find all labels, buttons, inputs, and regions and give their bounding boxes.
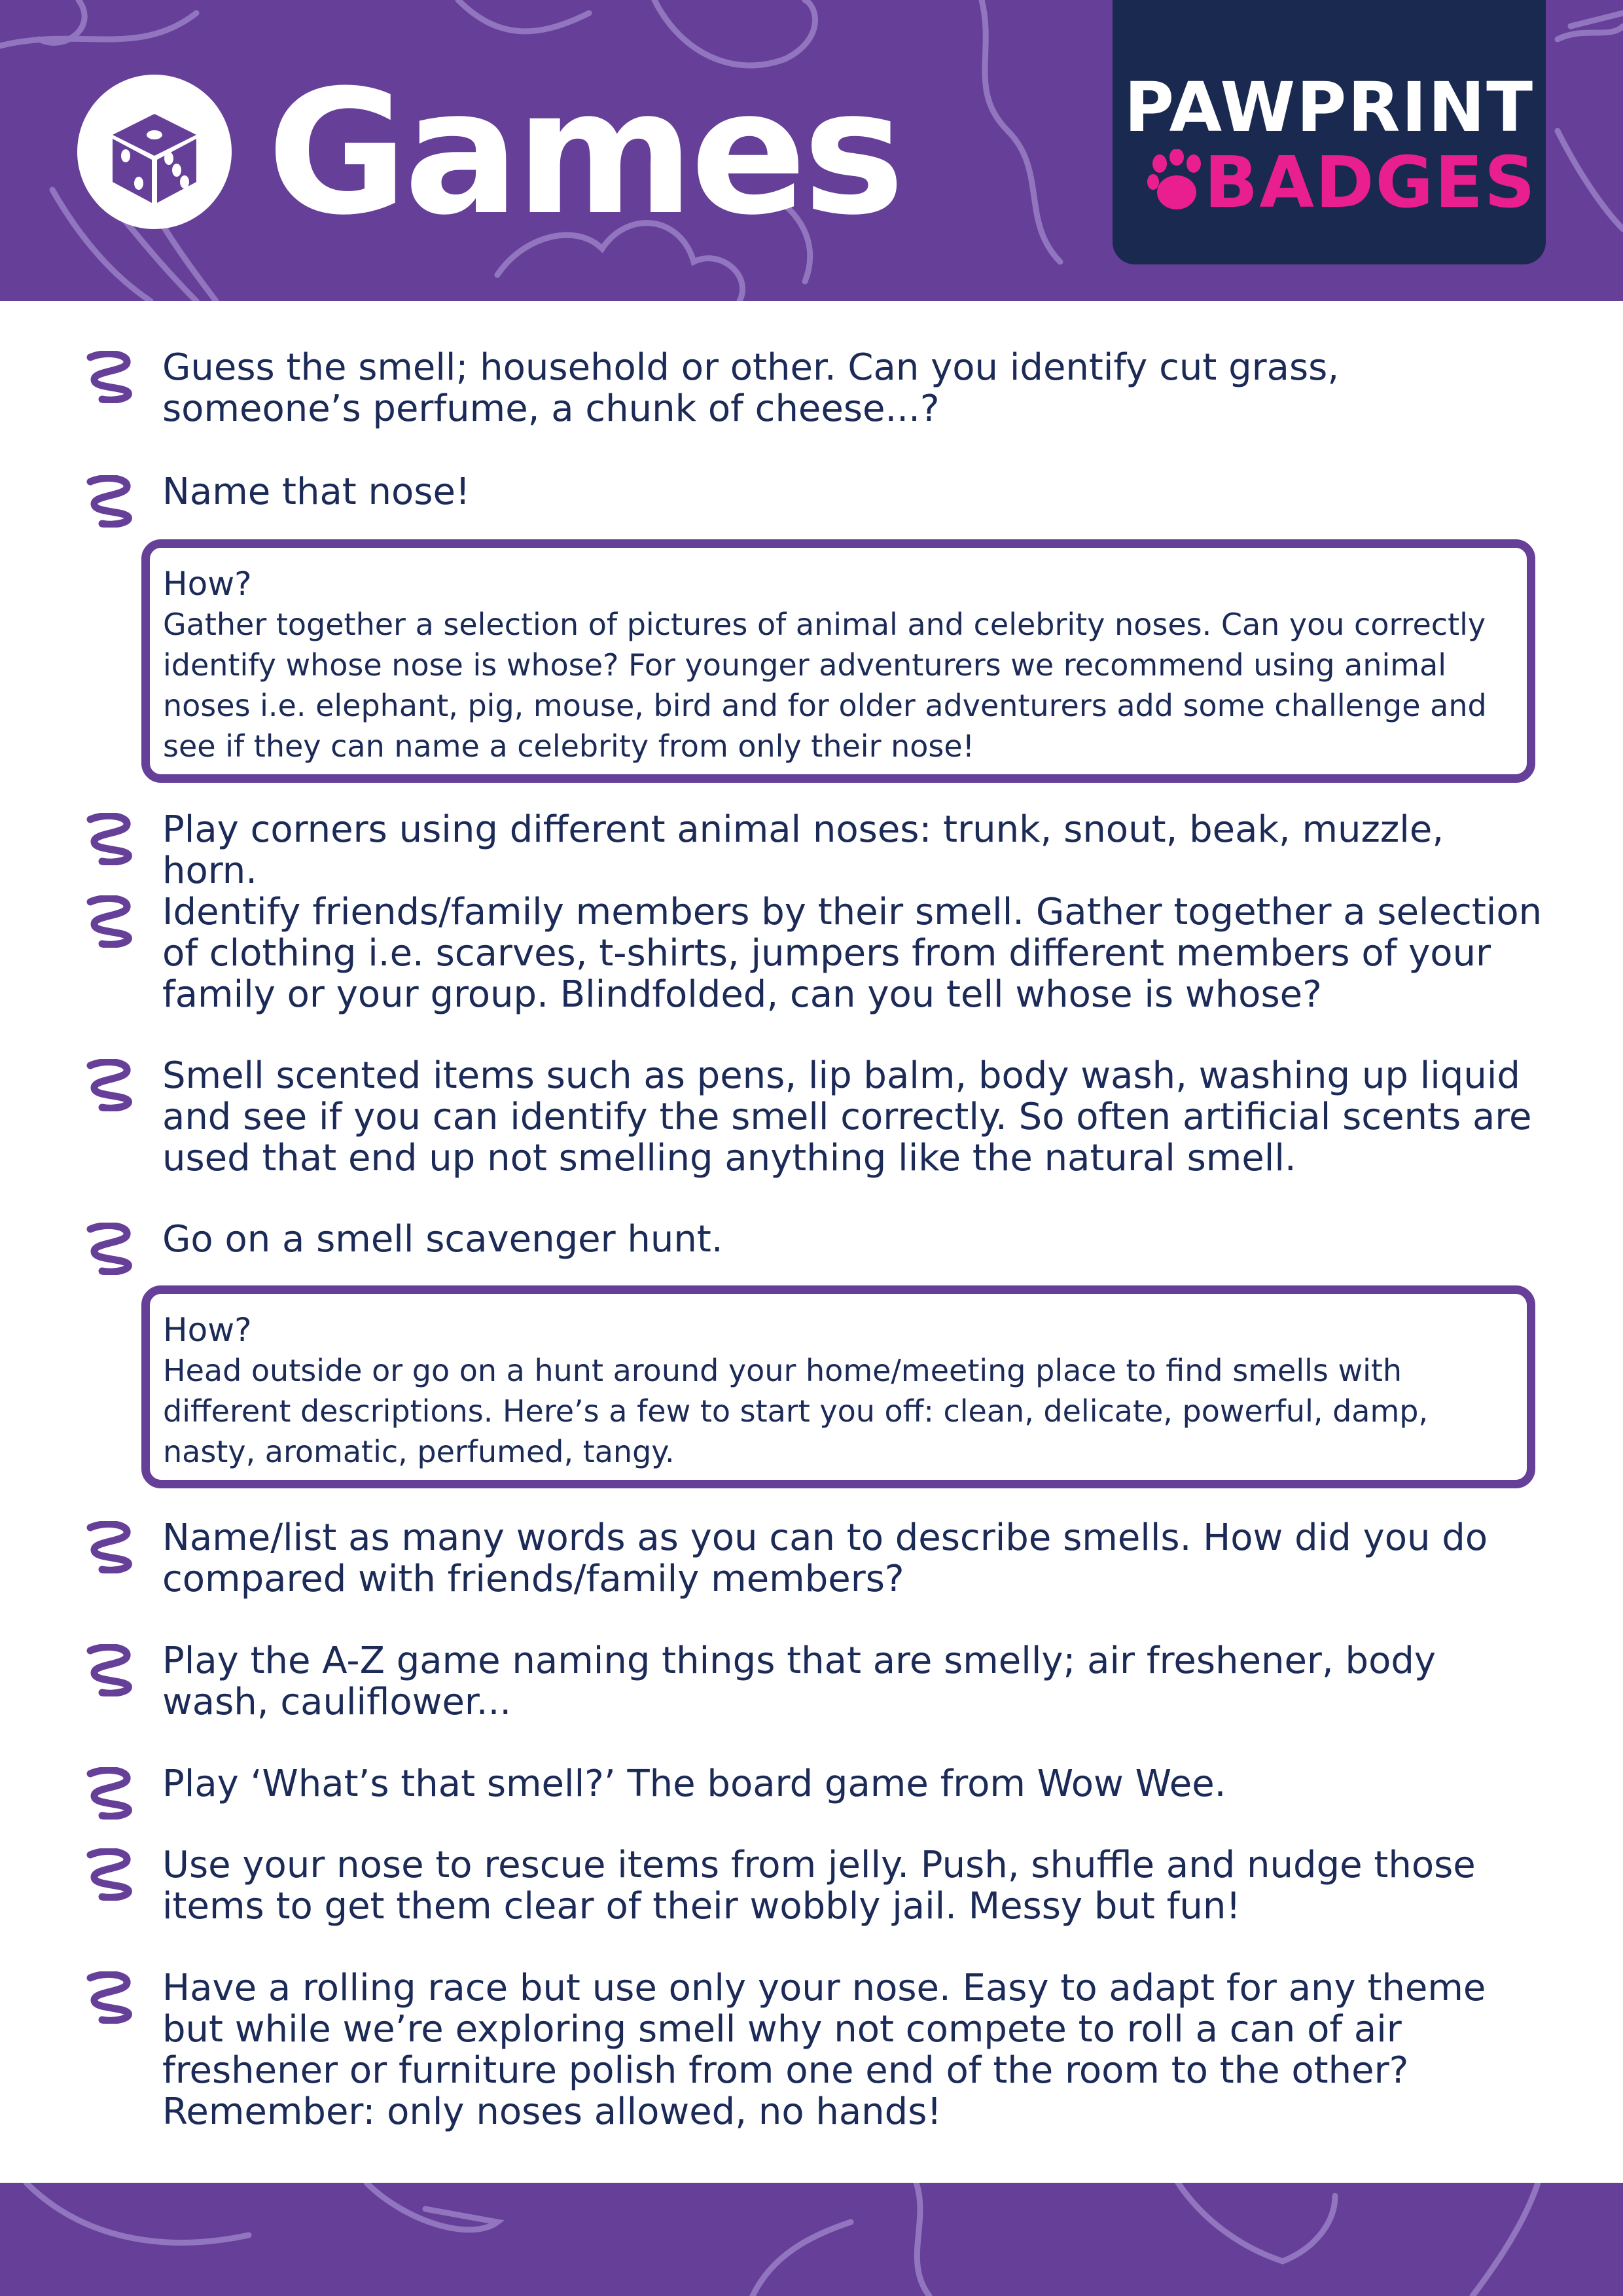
item-text: Guess the smell; household or other. Can you identify cut grass, someone’s perfume, a chunk of cheese...? — [162, 346, 1340, 430]
item-text: Name that nose! — [162, 471, 471, 513]
squiggle-bullet-icon — [85, 1848, 135, 1901]
squiggle-bullet-icon — [85, 1767, 135, 1820]
footer-doodle-pattern — [0, 2183, 1623, 2296]
squiggle-bullet-icon — [85, 1644, 135, 1696]
item-text: Name/list as many words as you can to describe smells. How did you do compared with friends/family members? — [162, 1516, 1488, 1600]
page-title: Games — [267, 53, 901, 253]
squiggle-bullet-icon — [85, 1223, 135, 1275]
how-box — [141, 539, 1535, 783]
item-text: Play ‘What’s that smell?’ The board game from Wow Wee. — [162, 1763, 1226, 1805]
squiggle-bullet-icon — [85, 351, 135, 403]
item-text: Have a rolling race but use only your nose. Easy to adapt for any theme but while we’re exploring smell why not compete to roll a can of air freshener or furniture polish from one end of the room to the other? Remember: only noses allowed, no hands! — [162, 1967, 1486, 2133]
how-box — [141, 1285, 1535, 1488]
squiggle-bullet-icon — [85, 1059, 135, 1111]
footer-banner — [0, 2183, 1623, 2296]
paw-icon — [1147, 149, 1207, 212]
item-text: Smell scented items such as pens, lip balm, body wash, washing up liquid and see if you can identify the smell correctly. So often artificial scents are used that end up not smelling anything like the natural smell. — [162, 1054, 1532, 1179]
item-text: Play corners using different animal noses: trunk, snout, beak, muzzle, horn. — [162, 808, 1444, 892]
pawprint-badges-logo — [1113, 0, 1546, 264]
how-body: Gather together a selection of pictures of animal and celebrity noses. Can you correctly identify whose nose is whose? For younger adventurers we recommend using animal noses i.e. elephant, pig, mouse, bird and for older adventurers add some challenge and see if they can name a celebrity from only their nose! — [163, 607, 1487, 764]
dice-badge — [77, 75, 232, 229]
item-text: Go on a smell scavenger hunt. — [162, 1218, 723, 1261]
item-text: Use your nose to rescue items from jelly. Push, shuffle and nudge those items to get them clear of their wobbly jail. Messy but fun! — [162, 1844, 1476, 1928]
item-text: Identify friends/family members by their smell. Gather together a selection of clothing i.e. scarves, t-shirts, jumpers from different members of your family or your group. Blindfolded, can you tell whose is whose? — [162, 891, 1543, 1016]
how-title: How? — [163, 1311, 252, 1349]
logo-text-pawprint: PAWPRINT — [1124, 67, 1535, 147]
dice-icon — [77, 75, 232, 229]
squiggle-bullet-icon — [85, 895, 135, 948]
squiggle-bullet-icon — [85, 1971, 135, 2024]
item-text: Play the A-Z game naming things that are smelly; air freshener, body wash, cauliflower... — [162, 1640, 1436, 1723]
squiggle-bullet-icon — [85, 1521, 135, 1573]
logo-text-badges: BADGES — [1204, 142, 1537, 224]
how-title: How? — [163, 565, 252, 603]
squiggle-bullet-icon — [85, 813, 135, 865]
squiggle-bullet-icon — [85, 475, 135, 528]
how-body: Head outside or go on a hunt around your home/meeting place to find smells with different descriptions. Here’s a few to start you off: clean, delicate, powerful, damp, nasty, aromatic, perfumed, tangy. — [163, 1353, 1429, 1469]
header-banner — [0, 0, 1623, 301]
